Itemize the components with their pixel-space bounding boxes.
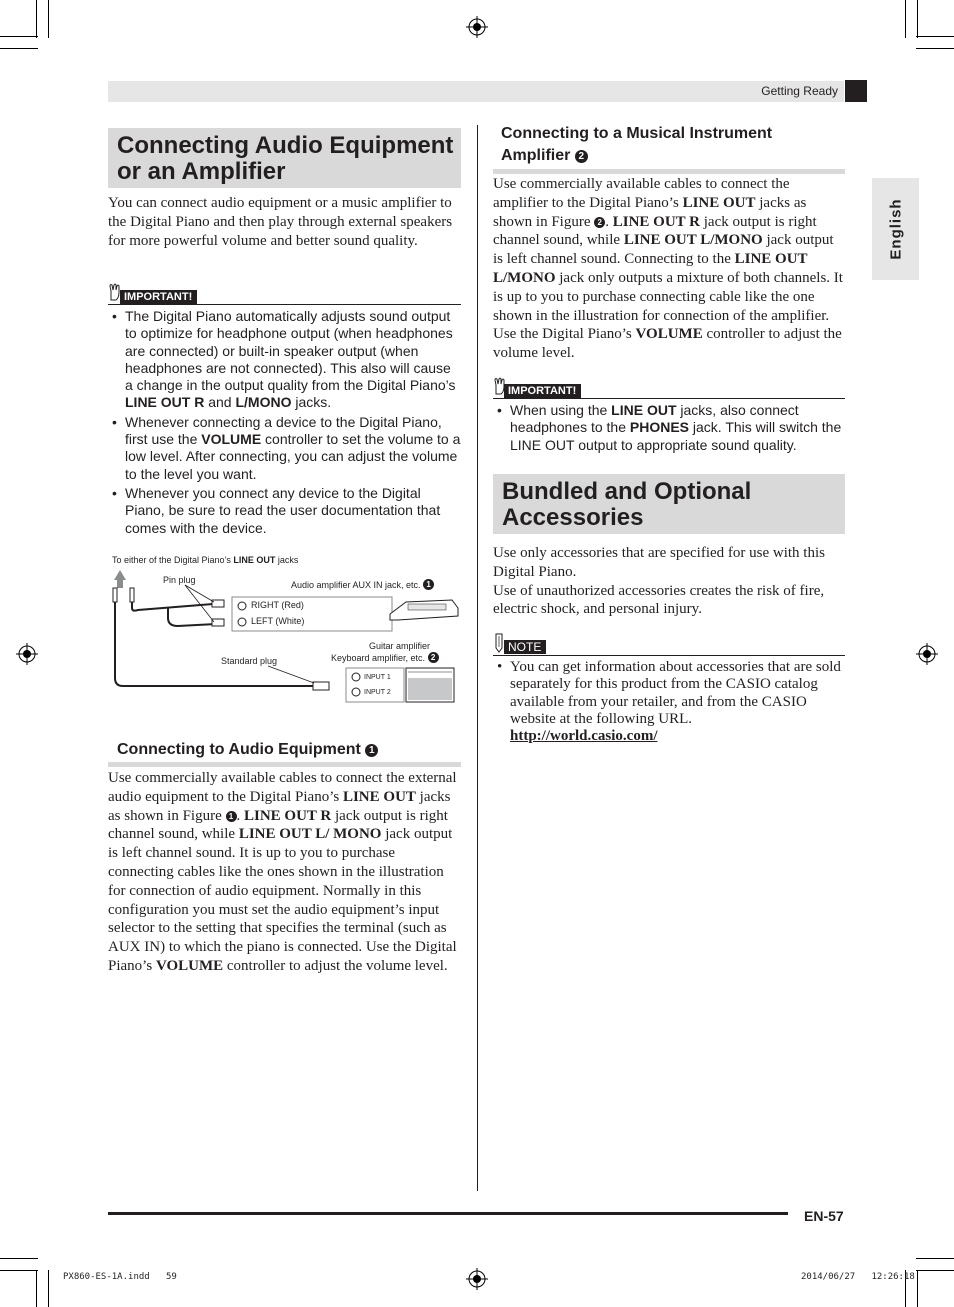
print-date: 2014/06/27 12:26:18 [801,1272,915,1282]
input2-label: INPUT 2 [364,689,391,696]
section-title-box [108,128,461,188]
crop-mark [916,48,954,49]
crop-mark [0,1258,38,1259]
section-title: Bundled and Optional Accessories [502,478,752,531]
list-item: • You can get information about accessories that are sold separately for this product from the CASIO catalog available from your retailer, and from the CASIO website at the following URL. http://world.casio.com/ [494,659,844,745]
important-tag: IMPORTANT! [504,384,581,398]
crop-mark [917,0,918,38]
subsection-title: Connecting to a Musical Instrument Amplifier 2 [501,125,773,164]
footer-rule [108,1212,788,1215]
list-item: • Whenever you connect any device to the Digital Piano, be sure to read the user documentation that comes with the device. [109,485,461,537]
important-list [109,308,461,539]
crop-mark [0,36,38,37]
diagram-caption: To either of the Digital Piano’s LINE OUT jacks [112,555,299,565]
guitar-amp-label: Guitar amplifier [369,641,431,651]
pin-plug-label: Pin plug [163,575,196,585]
section-label: Getting Ready [761,84,838,98]
left-white-label: LEFT (White) [251,616,305,626]
input1-label: INPUT 1 [364,674,391,681]
crop-mark [905,0,906,38]
column-divider [477,125,478,1191]
amplifier-paragraph: Use commercially available cables to connect the amplifier to the Digital Piano’s LINE OUT jacks as shown in Figure 2 . LINE OUT R jack output is right channel sound, while LINE OUT L/MONO jack output is left channel sound. Connecting to the LINE OUT L/MONO jack only outputs a mixture of both channels. It is up to you to purchase connecting cable like the one shown in the illustration for connection of the amplifier. Use the Digital Piano’s VOLUME controller to adjust the volume level. [493,176,843,362]
crop-mark [36,1270,37,1307]
list-item: • Whenever connecting a device to the Digital Piano, first use the VOLUME controller to set the volume to a low level. After connecting, you can adjust the volume to the level you want. [109,414,461,483]
crop-mark [916,36,954,37]
crop-mark [0,1270,38,1271]
keyboard-amp-label: Keyboard amplifier, etc. 2 [331,652,439,663]
page-number: EN-57 [804,1208,844,1224]
important-tag: IMPORTANT! [120,290,197,304]
language-label: English [887,198,904,260]
header-bar [108,81,844,102]
section-title: Connecting Audio Equipment or an Amplifier [117,132,454,185]
language-tab [872,178,919,280]
casio-website-link[interactable]: http://world.casio.com/ [510,728,658,745]
subsection-title: Connecting to Audio Equipment 1 [117,739,461,760]
list-item: • The Digital Piano automatically adjusts sound output to optimize for headphone output (when headphones are connected) or built-in speaker output (when headphones are not connected). This also will cause a change in the output quality from the Digital Piano’s LINE OUT R and L/MONO jacks. [109,308,461,412]
file-info: PX860-ES-1A.indd 59 [63,1272,177,1282]
list-item: • When using the LINE OUT jacks, also connect headphones to the PHONES jack. This will switch the LINE OUT output to appropriate sound quality. [494,402,845,454]
important-list [494,402,845,456]
right-red-label: RIGHT (Red) [251,600,304,610]
registration-mark-icon [916,643,938,665]
accessories-paragraph: Use only accessories that are specified for use with this Digital Piano. Use of unauthorized accessories creates the risk of fire, electric shock, and personal injury. [493,545,825,618]
audio-equipment-paragraph: Use commercially available cables to connect the external audio equipment to the Digital Piano’s LINE OUT jacks as shown in Figure 1 . LINE OUT R jack output is right channel sound, while LINE OUT L/ MONO jack output is left channel sound. It is up to you to purchase connecting cables like the ones shown in the illustration for connection of audio equipment. Normally in this configuration you must set the audio equipment’s input selector to the setting that specifies the terminal (such as AUX IN) to which the piano is connected. Use the Digital Piano’s VOLUME controller to adjust the volume level. [108,770,457,974]
crop-mark [916,1258,954,1259]
crop-mark [48,1270,49,1307]
registration-mark-icon [466,1268,488,1290]
note-tag: NOTE [504,640,546,654]
crop-mark [0,48,38,49]
divider [108,762,461,767]
divider [493,655,845,656]
standard-plug-label: Standard plug [221,656,278,666]
registration-mark-icon [16,643,38,665]
divider [108,304,461,305]
divider [493,398,845,399]
registration-mark-icon [466,16,488,38]
note-list [494,659,844,747]
crop-mark [48,0,49,38]
section-title-box [493,474,845,534]
header-marker [845,80,867,102]
divider [493,169,845,174]
crop-mark [916,1270,954,1271]
audio-amp-label: Audio amplifier AUX IN jack, etc. 1 [291,579,434,590]
crop-mark [917,1270,918,1307]
crop-mark [36,0,37,38]
intro-paragraph: You can connect audio equipment or a music amplifier to the Digital Piano and then play through external speakers for more powerful volume and better sound quality. [108,195,453,249]
